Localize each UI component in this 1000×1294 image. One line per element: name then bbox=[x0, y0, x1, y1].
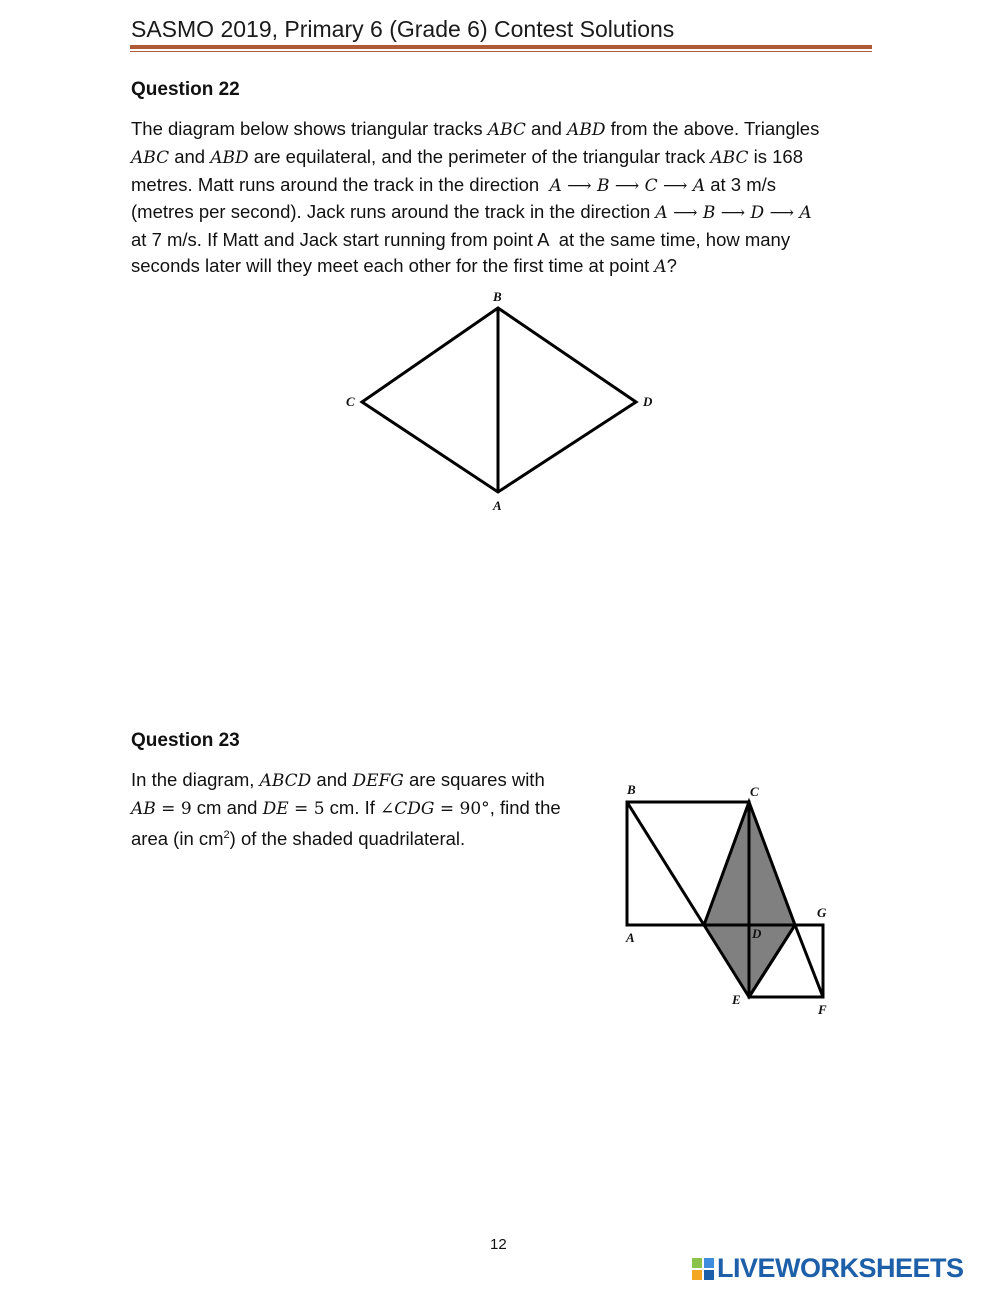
q23-text: In the diagram, bbox=[131, 769, 260, 790]
label-f: F bbox=[818, 1002, 827, 1017]
q22-text: are equilateral, and the perimeter of the triangular track bbox=[248, 145, 711, 167]
question-23-text bbox=[131, 767, 561, 852]
q22-line-1 bbox=[131, 116, 819, 144]
q23-math: AB bbox=[131, 798, 156, 819]
q22-line-3 bbox=[131, 172, 819, 200]
question-22-text bbox=[131, 116, 819, 281]
q22-math: ABD bbox=[567, 120, 606, 140]
q22-math: A bbox=[654, 256, 667, 277]
q22-math: ABC bbox=[710, 147, 749, 168]
q22-text: ? bbox=[666, 254, 677, 276]
logo-square-green bbox=[692, 1258, 702, 1268]
label-b: B bbox=[493, 289, 502, 304]
q23-math: = 90° bbox=[434, 798, 490, 819]
liveworksheets-logo-icon bbox=[692, 1258, 714, 1280]
page-number: 12 bbox=[490, 1236, 507, 1253]
liveworksheets-logo bbox=[692, 1253, 964, 1284]
q23-text: area (in cm bbox=[131, 827, 224, 849]
label-c: C bbox=[750, 784, 759, 799]
question-22-heading: Question 22 bbox=[131, 79, 240, 100]
q23-math: DE bbox=[262, 798, 289, 819]
q23-text: cm. If bbox=[324, 796, 381, 818]
label-a: A bbox=[626, 930, 635, 945]
q22-math: ABC bbox=[487, 120, 526, 140]
logo-square-orange bbox=[692, 1270, 702, 1280]
header-rule-thin bbox=[130, 51, 872, 52]
q22-text: seconds later will they meet each other for the first time at point bbox=[131, 254, 655, 276]
label-d: D bbox=[643, 394, 653, 409]
q23-math: = 5 bbox=[288, 798, 325, 819]
q23-math: DEFG bbox=[352, 771, 404, 791]
logo-square-navy bbox=[704, 1270, 714, 1280]
q22-text: The diagram below shows triangular tracks bbox=[131, 118, 488, 139]
q22-line-2 bbox=[131, 144, 819, 172]
liveworksheets-wordmark: LIVEWORKSHEETS bbox=[717, 1253, 964, 1283]
q23-math: ∠CDG bbox=[380, 798, 435, 819]
q22-text: at 7 m/s. If Matt and Jack start running from point A at the same time, how many bbox=[131, 229, 791, 251]
q22-text: from the above. Triangles bbox=[605, 118, 820, 139]
q23-text: are squares with bbox=[403, 769, 545, 790]
superscript-2: 2 bbox=[223, 828, 230, 841]
question-23-heading: Question 23 bbox=[131, 730, 240, 751]
q23-line-1 bbox=[131, 767, 561, 795]
q22-text: is 168 bbox=[748, 145, 803, 167]
q22-text: and bbox=[525, 118, 568, 139]
q22-line-4 bbox=[131, 199, 819, 227]
question-22-diagram bbox=[330, 285, 670, 520]
q22-line-6 bbox=[131, 253, 819, 281]
q22-math: A ⟶ B ⟶ C ⟶ A bbox=[549, 175, 706, 196]
label-c: C bbox=[346, 394, 355, 409]
document-header-title: SASMO 2019, Primary 6 (Grade 6) Contest Solutions bbox=[131, 16, 675, 42]
q22-line-5 bbox=[131, 227, 819, 253]
q23-text: ) of the shaded quadrilateral. bbox=[229, 827, 466, 849]
label-a: A bbox=[493, 498, 502, 513]
label-e: E bbox=[732, 992, 741, 1007]
label-d: D bbox=[752, 926, 762, 941]
q23-math: ABCD bbox=[259, 771, 312, 791]
q22-text: at 3 m/s bbox=[705, 173, 777, 195]
q22-math: ABC bbox=[131, 147, 170, 168]
q23-text: , find the bbox=[489, 796, 561, 818]
q23-text: and bbox=[311, 769, 353, 790]
q22-math: A ⟶ B ⟶ D ⟶ A bbox=[655, 203, 812, 224]
q22-text: metres. Matt runs around the track in the direction bbox=[131, 173, 550, 195]
q22-text: (metres per second). Jack runs around the track in the direction bbox=[131, 201, 656, 223]
label-b: B bbox=[627, 782, 636, 797]
segment-b-to-side bbox=[627, 802, 704, 925]
header-rule bbox=[130, 45, 872, 53]
q23-text: cm and bbox=[191, 796, 263, 818]
q23-line-2 bbox=[131, 795, 561, 823]
label-g: G bbox=[817, 905, 827, 920]
question-23-diagram bbox=[610, 775, 840, 1025]
segment-g-side-to-f bbox=[795, 925, 823, 997]
q22-text: and bbox=[169, 145, 211, 167]
q23-math: = 9 bbox=[155, 798, 192, 819]
logo-square-blue bbox=[704, 1258, 714, 1268]
q22-math: ABD bbox=[210, 147, 249, 168]
q23-line-3 bbox=[131, 823, 561, 852]
header-rule-thick bbox=[130, 45, 872, 49]
